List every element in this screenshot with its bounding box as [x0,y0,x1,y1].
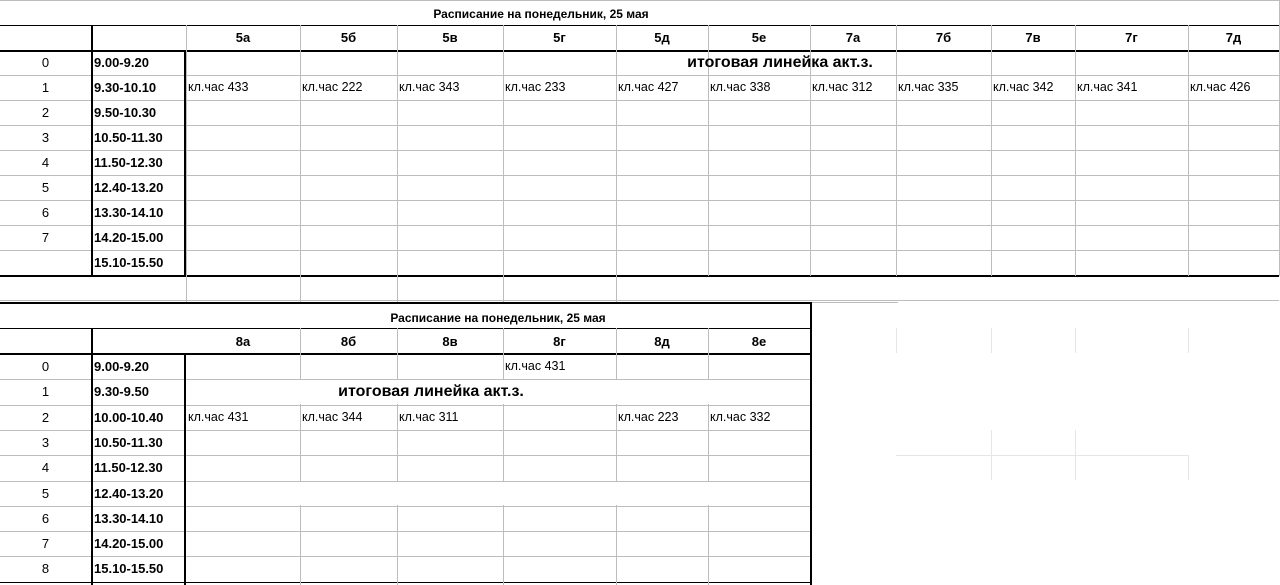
class-header: 7а [845,30,861,45]
lesson-time: 15.10-15.50 [94,561,164,577]
schedule-title: Расписание на понедельник, 25 мая [433,7,649,21]
lesson-number: 2 [41,409,50,425]
lesson-time: 15.10-15.50 [94,255,164,270]
grid-line [991,430,992,480]
assembly-banner: итоговая линейка акт.з. [687,54,873,71]
assembly-banner: итоговая линейка акт.з. [338,383,524,400]
schedule-cell: кл.час 335 [898,80,959,94]
lesson-time: 12.40-13.20 [94,180,164,195]
lesson-time: 10.00-10.40 [94,409,164,425]
class-header: 8е [751,334,767,349]
lesson-time: 9.00-9.20 [94,359,149,374]
grid-line [0,531,810,532]
schedule-title: Расписание на понедельник, 25 мая [390,311,606,325]
grid-line [0,302,810,304]
grid-line [0,125,1279,126]
schedule-cell: кл.час 431 [505,359,566,373]
grid-line [0,75,1279,76]
schedule-cell: кл.час 341 [1077,80,1138,94]
lesson-number: 3 [41,130,50,145]
grid-line [896,455,1188,456]
grid-line [0,25,1279,26]
schedule-cell: кл.час 312 [812,80,873,94]
lesson-number: 5 [41,180,50,195]
class-header: 5в [442,30,458,45]
schedule-cell: кл.час 222 [302,80,363,94]
grid-line [184,50,186,276]
lesson-number [0,250,91,275]
grid-line [0,100,1279,101]
grid-line [0,225,1279,226]
lesson-time: 9.50-10.30 [94,105,157,120]
class-header: 5б [340,30,357,45]
lesson-number: 2 [41,105,50,120]
schedule-cell: кл.час 332 [710,410,771,424]
grid-line [503,276,504,302]
class-header: 7г [1125,30,1138,45]
schedule-cell: кл.час 426 [1190,80,1251,94]
schedule-cell: кл.час 233 [505,80,566,94]
lesson-time: 10.50-11.30 [94,130,163,145]
grid-line [186,276,187,302]
lesson-time: 11.50-12.30 [94,460,163,476]
grid-line [616,276,617,302]
class-header: 8в [442,334,458,349]
schedule-cell [503,405,616,430]
grid-line [1188,455,1189,480]
grid-line [0,430,810,431]
lesson-number: 7 [41,536,50,552]
grid-line [0,353,810,355]
lesson-time: 12.40-13.20 [94,485,164,501]
lesson-number: 4 [41,155,50,170]
grid-line [91,328,93,585]
grid-line [1188,25,1189,276]
lesson-time: 13.30-14.10 [94,205,164,220]
class-header: 7в [1025,30,1041,45]
schedule-cell: кл.час 431 [188,410,249,424]
grid-line [0,405,810,406]
class-header: 7д [1225,30,1242,45]
lesson-number: 7 [41,230,50,245]
grid-line [0,0,1279,1]
grid-line [0,250,1279,251]
schedule-cell: кл.час 342 [993,80,1054,94]
lesson-number: 0 [41,359,50,374]
lesson-time: 11.50-12.30 [94,155,163,170]
grid-line [1188,328,1189,353]
grid-line [300,276,301,302]
grid-line [0,175,1279,176]
grid-line [896,328,897,353]
lesson-number: 1 [41,80,50,95]
grid-line [0,582,810,583]
grid-line [503,328,504,585]
grid-line [186,25,187,276]
lesson-number: 1 [41,384,50,400]
lesson-number: 4 [41,460,50,476]
grid-line [0,200,1279,201]
grid-line [810,302,812,585]
schedule-cell: кл.час 427 [618,80,679,94]
class-header: 7б [935,30,952,45]
grid-line [0,150,1279,151]
grid-line [0,556,810,557]
class-header: 8г [553,334,566,349]
grid-line [300,328,301,585]
lesson-number: 6 [41,205,50,220]
lesson-number: 3 [41,434,50,450]
lesson-number: 8 [41,561,50,577]
grid-line [0,506,810,507]
class-header: 5г [553,30,566,45]
grid-line [1075,328,1076,353]
grid-line [397,328,398,585]
grid-line [1075,430,1076,480]
schedule-cell: кл.час 223 [618,410,679,424]
lesson-time: 13.30-14.10 [94,510,164,526]
grid-line [810,302,898,303]
class-header: 8д [654,334,670,349]
grid-line [397,276,398,302]
grid-line [300,25,301,276]
lesson-number: 0 [41,55,50,70]
schedule-cell: кл.час 433 [188,80,249,94]
lesson-number: 5 [41,485,50,501]
class-header: 8б [340,334,357,349]
lesson-time: 14.20-15.00 [94,230,164,245]
grid-line [0,455,810,456]
grid-line [991,328,992,353]
lesson-time: 9.30-9.50 [94,384,149,400]
grid-line [708,328,709,585]
grid-line [616,328,617,585]
schedule-cell: кл.час 311 [399,410,459,424]
grid-line [397,25,398,276]
grid-line [91,50,93,276]
lesson-number: 6 [41,510,50,526]
lesson-time: 10.50-11.30 [94,434,163,450]
grid-line [0,328,810,329]
schedule-cell: кл.час 343 [399,80,460,94]
lesson-time: 9.30-10.10 [94,80,157,95]
class-header: 5е [751,30,767,45]
class-header: 5а [235,30,251,45]
grid-line [1075,25,1076,276]
class-header: 5д [654,30,670,45]
lesson-time: 9.00-9.20 [94,55,149,70]
merged-cell [187,482,809,505]
lesson-time: 14.20-15.00 [94,536,164,552]
schedule-cell: кл.час 338 [710,80,771,94]
grid-line [0,300,1279,301]
grid-line [0,275,1279,277]
schedule-cell: кл.час 344 [302,410,363,424]
class-header: 8а [235,334,251,349]
